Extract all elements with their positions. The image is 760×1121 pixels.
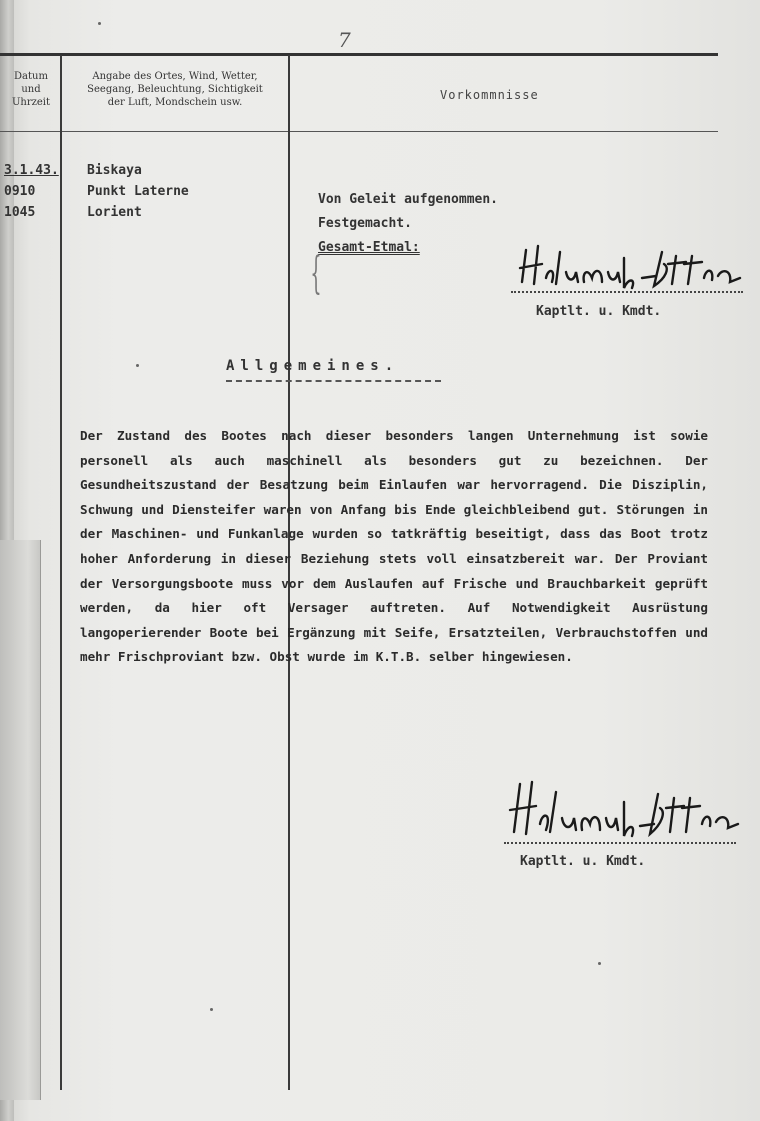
column-divider-1 xyxy=(60,55,62,1090)
folio-number: 7 xyxy=(338,28,351,52)
event-2: Festgemacht. xyxy=(318,216,412,231)
section-title-rule xyxy=(226,380,441,382)
event-3: Gesamt-Etmal: xyxy=(318,240,420,255)
pencil-brace-mark: { xyxy=(310,248,322,299)
signature-1-dotted-line xyxy=(511,291,743,293)
paper-speck xyxy=(98,22,101,25)
signature-2-dotted-line xyxy=(504,842,736,844)
date-column xyxy=(4,160,59,223)
header-bottom-rule xyxy=(0,131,718,132)
paper-speck xyxy=(136,364,139,367)
header-place-weather: Angabe des Ortes, Wind, Wetter, Seegang, Beleuchtung, Sichtigkeit der Luft, Mondschein usw. xyxy=(87,71,263,108)
header-top-rule xyxy=(0,53,718,56)
event-1: Von Geleit aufgenommen. xyxy=(318,192,499,207)
place-column xyxy=(87,160,189,223)
report-paragraph: Der Zustand des Bootes nach dieser besonders langen Unternehmung ist sowie personell als auch maschinell als besonders gut zu bezeichnen. Der Gesundheitszustand der Besatzung beim Einlaufen war hervorragend. Die Disziplin, Schwung und Diensteifer waren von Anfang bis Ende gleichbleibend gut. Störungen in der Maschinen- und Funkanlage wurden so tatkräftig beseitigt, dass das Boot trotz hoher Anforderung in dieser Beziehung stets voll einsatzbereit war. Der Proviant der Versorgungsboote muss vor dem Auslaufen auf Frische und Brauchbarkeit geprüft werden, da hier oft Versager auftreten. Auf Notwendigkeit Ausrüstung langoperierender Boote bei Ergänzung mit Seife, Ersatzteilen, Verbrauchstoffen und mehr Frischproviant bzw. Obst wurde im K.T.B. selber hingewiesen. xyxy=(80,428,708,665)
paper-speck xyxy=(598,962,601,965)
signature-2-caption: Kaptlt. u. Kmdt. xyxy=(520,854,646,869)
place-1: Biskaya xyxy=(87,163,142,178)
signature-1-handwriting xyxy=(516,238,746,296)
signature-2-handwriting xyxy=(506,778,742,844)
header-date-time: Datum und Uhrzeit xyxy=(11,71,51,108)
paper-speck xyxy=(210,1008,213,1011)
events-column xyxy=(318,188,498,260)
place-2: Punkt Laterne xyxy=(87,184,189,199)
header-events: Vorkommnisse xyxy=(440,88,539,102)
place-3: Lorient xyxy=(87,205,142,220)
binding-tab xyxy=(0,540,41,1100)
entry-time-1: 0910 xyxy=(4,184,36,199)
entry-date: 3.1.43. xyxy=(4,163,59,178)
signature-1-caption: Kaptlt. u. Kmdt. xyxy=(536,304,662,319)
section-title: Allgemeines. xyxy=(226,358,400,374)
entry-time-2: 1045 xyxy=(4,205,36,220)
